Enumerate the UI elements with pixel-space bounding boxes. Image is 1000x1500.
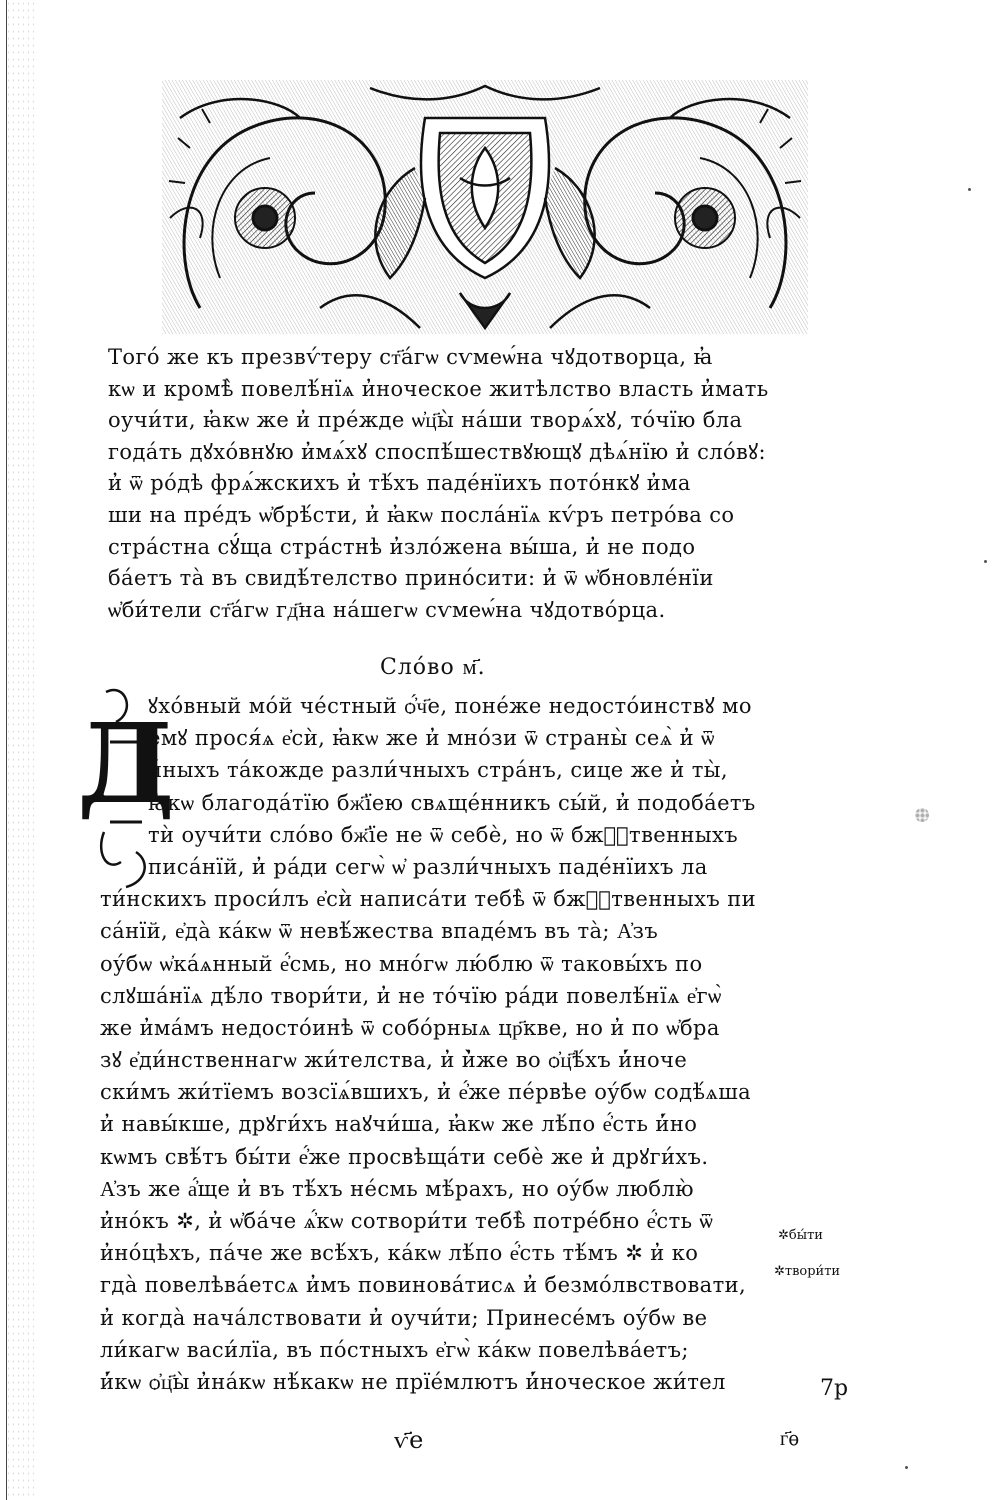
ink-speck <box>984 560 987 563</box>
body-line: ꙗ̓кѡ благода́тїю бж҃їею свѧще́нникъ сы́й, и̓ подоба́етъ <box>148 790 756 815</box>
body-line: ꙋхо́вный мо́й че́стный ѻ҆́ч҃е, поне́же недосто́инствꙋ мо <box>148 694 752 718</box>
ink-stain <box>915 808 929 822</box>
heading-line: Того́ же къ презвѵ́теру ст҃а́гѡ сѵмеѡ́на чꙋдотворца, ꙗ̓ <box>108 345 713 369</box>
body-line: и̓́ныхъ та́кожде разли́чныхъ стра́нъ, сице же и̓ ты̀, <box>148 758 728 783</box>
heading-line: кѡ и кромѣ̀ повелѣ́нїѧ и̓ноческое житѣлство власть и̓мать <box>108 376 769 401</box>
body-line: оу́бѡ ѡ҆ка́ѧнный е҆́смь, но мно́гѡ лю́блю ѿ таковы́хъ по <box>100 951 703 976</box>
svg-text:Д: Д <box>77 699 175 828</box>
signature-mark: ѵ҃е <box>394 1426 425 1454</box>
heading-line: стра́стна сꙋ́ща стра́стнѣ и̓зло́жена вы́ша, и̓ не подо <box>108 534 696 559</box>
section-title: Сло́во м҃. <box>380 655 486 680</box>
body-line: и̓ когда̀ нача́лствовати и̓ оучи́ти; Принесе́мъ оу́бѡ ве <box>100 1305 708 1330</box>
body-line: кѡмъ свѣ́тъ бы́ти е҆́же просвѣща́ти себѐ же и̓ дрꙋги́хъ. <box>100 1144 709 1169</box>
heading-line: оучи́ти, ꙗ̓кѡ же и̓ пре́жде ѡ҆ц҃ы̀ на́ши творѧ́хꙋ, то́чїю бла <box>108 408 743 433</box>
body-line: ти́нскихъ проси́лъ е҆сѝ написа́ти тебѣ̀ ѿ бжⷭ҇твенныхъ пи <box>100 887 757 912</box>
heading-line: и̓ ѿ ро́дѣ фрѧ́жскихъ и̓ тѣ́хъ паде́нїихъ пото́нкꙋ и̓ма <box>108 471 691 496</box>
heading-line: года́ть дꙋхо́внꙋю и̓мѧ́хꙋ споспѣ́шествꙋющꙋ дѣѧ́нїю и̓ сло́вꙋ: <box>108 439 766 464</box>
folio-number: г҃ѳ <box>780 1426 800 1450</box>
body-line: и̓но́къ ✲, и̓ ѡ҆ба́че ѧ҆́кѡ сотвори́ти тебѣ̀ потре́бно е҆́сть ѿ <box>100 1209 714 1233</box>
body-line: слꙋша́нїѧ дѣ́ло твори́ти, и̓ не то́чїю ра́ди повелѣ́нїѧ е҆гѡ̀ <box>100 983 722 1008</box>
ornamental-headpiece <box>160 78 810 336</box>
body-line: же и̓ма́мъ недосто́инѣ ѿ собо́рныѧ цр҃кве, но и̓ по ѡ҆бра <box>100 1015 720 1040</box>
body-line: зꙋ е҆ди́нственнагѡ жи́телства, и̓ и̓̀же во ѻ҆ц҃ѣ́хъ и̓́ноче <box>100 1048 688 1073</box>
body-line: и̓но́цѣхъ, па́че же всѣ́хъ, ка́кѡ лѣ́по е҆́сть тѣ́мъ ✲ и̓ ко <box>100 1241 699 1266</box>
heading-line: ши на пре́дъ ѡ҆брѣ́сти, и̓ ꙗ̓кѡ посла́нїѧ кѵ́ръ петро́ва со <box>108 502 735 527</box>
body-line: емꙋ прося́ѧ е҆сѝ, ꙗ̓кѡ же и̓ мно́зи ѿ страны̀ сеѧ̀ и̓ ѿ <box>148 726 715 751</box>
body-line: ли́кагѡ васи́лїа, въ по́стныхъ е҆гѡ̀ ка́кѡ повелѣва́етъ; <box>100 1337 689 1362</box>
ink-speck <box>905 1466 908 1469</box>
chapter-heading <box>108 342 798 626</box>
margin-gloss: ✲твори́ти <box>774 1264 841 1279</box>
heading-line: ѡ҆би́тели ст҃а́гѡ гд҃на на́шегѡ сѵмеѡ́на чꙋдотво́рца. <box>108 597 666 622</box>
body-line: и̓́кѡ ѻ҆ц҃ы̀ и̓на́кѡ нѣ́какѡ не прїе́млютъ и̓́ноческое жи́тел <box>100 1369 726 1394</box>
body-line: и̓ навы́кше, дрꙋги́хъ наꙋчи́ша, ꙗ̓кѡ же лѣ́по е҆́сть и̓́но <box>100 1112 698 1137</box>
margin-gloss: ✲бы́ти <box>778 1228 823 1243</box>
margin-page-mark: 7р <box>820 1376 849 1401</box>
body-line: тѝ оучи́ти сло́во бж҃їе не ѿ себѐ, но ѿ бжⷭ҇твенныхъ <box>148 822 739 847</box>
ink-speck <box>968 188 971 191</box>
heading-line: ба́етъ та̀ въ свидѣ́телство прино́сити: и̓ ѿ ѡ҆бновле́нїи <box>108 566 714 591</box>
body-line: ски́мъ жи́тїемъ возсїѧ́вшихъ, и̓ е҆́же пе́рвѣе оу́бѡ содѣ́ѧша <box>100 1080 752 1105</box>
body-line: са́нїй, е҆дà ка́кѡ ѿ невѣ́жества впаде́мъ въ та̀; А҆зъ <box>100 919 659 944</box>
body-line: А҆зъ же а҆́ще и̓ въ тѣ́хъ не́смь мѣ́рахъ, но оу́бѡ люблю̀ <box>100 1176 694 1201</box>
body-line: гда̀ повелѣва́етсѧ и̓мъ повинова́тисѧ и̓ безмо́лвствовати, <box>100 1273 747 1298</box>
body-line: писа́нїй, и̓ ра́ди сегѡ̀ ѡ҆ разли́чныхъ паде́нїихъ ла <box>148 854 708 879</box>
sermon-body <box>0 690 1000 1398</box>
